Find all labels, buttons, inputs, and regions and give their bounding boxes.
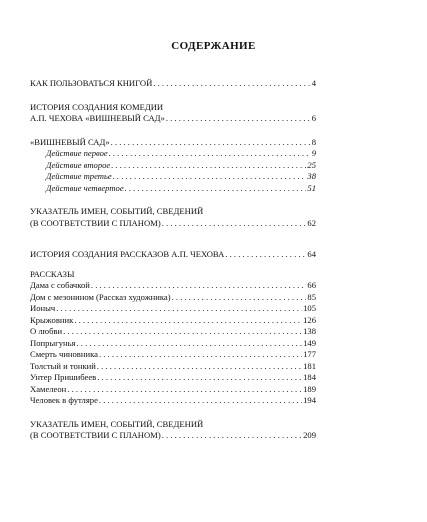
- toc-entry-page: 62: [307, 217, 316, 228]
- toc-entry-page: 138: [303, 326, 316, 336]
- toc-entry-story[interactable]: [30, 395, 316, 407]
- toc-entry-page: 51: [307, 182, 316, 193]
- toc-entry-page: 184: [303, 372, 316, 382]
- toc-entry-page: 8: [311, 136, 316, 147]
- page-title: СОДЕРЖАНИЕ: [171, 40, 256, 52]
- dot-leader: [113, 171, 307, 183]
- dot-leader: [67, 384, 302, 396]
- dot-leader: [63, 326, 302, 338]
- toc-entry-page: 25: [307, 159, 316, 170]
- dot-leader: [74, 315, 302, 327]
- toc-entry-history-comedy-line1[interactable]: ИСТОРИЯ СОЗДАНИЯ КОМЕДИИ: [30, 101, 164, 112]
- table-of-contents: [30, 78, 316, 442]
- toc-entry-title: Действие четвертое: [46, 182, 124, 193]
- dot-leader: [166, 113, 311, 125]
- toc-entry-title: Человек в футляре: [30, 395, 98, 405]
- dot-leader: [172, 292, 307, 304]
- dot-leader: [56, 303, 302, 315]
- dot-leader: [99, 395, 302, 407]
- toc-section-heading: РАССКАЗЫ: [30, 268, 75, 279]
- toc-entry-title: (В СООТВЕТСТВИИ С ПЛАНОМ): [30, 430, 161, 440]
- toc-entry-act[interactable]: [30, 183, 316, 195]
- toc-entry-title: ИСТОРИЯ СОЗДАНИЯ РАССКАЗОВ А.П. ЧЕХОВА: [30, 249, 225, 259]
- dot-leader: [225, 249, 306, 261]
- toc-entry-story[interactable]: [30, 361, 316, 373]
- toc-entry-page: 177: [303, 349, 316, 359]
- toc-entry-act[interactable]: [30, 171, 316, 183]
- toc-entry-title: Толстый и тонкий: [30, 360, 96, 371]
- toc-entry-title: Дама с собачкой: [30, 280, 90, 290]
- toc-entry-page: 181: [303, 360, 316, 371]
- toc-entry-history-stories[interactable]: [30, 249, 316, 261]
- toc-entry-page: 189: [303, 383, 316, 394]
- toc-entry-how-to-use[interactable]: [30, 78, 316, 90]
- toc-entry-page: 126: [303, 314, 316, 325]
- toc-entry-index1[interactable]: [30, 218, 316, 230]
- toc-entry-title: Смерть чиновника: [30, 349, 98, 359]
- toc-entry-cherry-orchard[interactable]: [30, 137, 316, 149]
- dot-leader: [125, 183, 307, 195]
- toc-entry-story[interactable]: [30, 349, 316, 361]
- toc-entry-act[interactable]: [30, 148, 316, 160]
- toc-entry-title: Ионыч: [30, 303, 56, 313]
- toc-entry-story[interactable]: [30, 315, 316, 327]
- dot-leader: [111, 137, 311, 149]
- dot-leader: [153, 78, 310, 90]
- toc-entry-story[interactable]: [30, 292, 316, 304]
- dot-leader: [91, 280, 307, 292]
- toc-entry-title: «ВИШНЕВЫЙ САД»: [30, 136, 110, 147]
- toc-entry-title: (В СООТВЕТСТВИИ С ПЛАНОМ): [30, 217, 161, 228]
- toc-entry-title: Действие первое: [46, 148, 108, 158]
- toc-entry-page: 149: [303, 337, 316, 348]
- toc-entry-index2-line1[interactable]: УКАЗАТЕЛЬ ИМЕН, СОБЫТИЙ, СВЕДЕНИЙ: [30, 418, 204, 429]
- dot-leader: [99, 349, 302, 361]
- toc-entry-story[interactable]: [30, 326, 316, 338]
- dot-leader: [162, 218, 307, 230]
- toc-entry-index1-line1[interactable]: УКАЗАТЕЛЬ ИМЕН, СОБЫТИЙ, СВЕДЕНИЙ: [30, 206, 204, 216]
- toc-entry-index2[interactable]: [30, 430, 316, 442]
- toc-entry-page: 105: [303, 303, 316, 313]
- toc-entry-title: Попрыгунья: [30, 337, 76, 348]
- toc-entry-page: 38: [307, 171, 316, 181]
- toc-entry-page: 4: [311, 78, 316, 88]
- toc-entry-title: Хамелеон: [30, 383, 67, 394]
- dot-leader: [162, 430, 302, 442]
- toc-entry-title: Крыжовник: [30, 314, 74, 325]
- toc-entry-story[interactable]: [30, 280, 316, 292]
- toc-entry-title: Дом с мезонином (Рассказ художника): [30, 291, 171, 302]
- dot-leader: [76, 338, 302, 350]
- toc-entry-title: Действие третье: [46, 171, 112, 181]
- toc-entry-story[interactable]: [30, 384, 316, 396]
- toc-entry-title: КАК ПОЛЬЗОВАТЬСЯ КНИГОЙ: [30, 78, 153, 88]
- dot-leader: [109, 148, 311, 160]
- toc-entry-page: 6: [311, 113, 316, 123]
- toc-entry-title: Действие второе: [46, 159, 111, 170]
- dot-leader: [111, 160, 306, 172]
- toc-entry-title: А.П. ЧЕХОВА «ВИШНЕВЫЙ САД»: [30, 113, 165, 123]
- toc-entry-history-comedy[interactable]: [30, 113, 316, 125]
- toc-entry-story[interactable]: [30, 338, 316, 350]
- toc-entry-page: 9: [311, 148, 316, 158]
- toc-entry-title: Унтер Пришибеев: [30, 372, 97, 382]
- dot-leader: [97, 372, 302, 384]
- dot-leader: [97, 361, 302, 373]
- toc-entry-page: 194: [303, 395, 316, 405]
- toc-entry-page: 209: [303, 430, 316, 440]
- toc-entry-act[interactable]: [30, 160, 316, 172]
- toc-entry-page: 64: [307, 249, 316, 259]
- toc-entry-title: О любви: [30, 326, 63, 336]
- toc-entry-page: 85: [307, 291, 316, 302]
- toc-entry-story[interactable]: [30, 303, 316, 315]
- toc-entry-story[interactable]: [30, 372, 316, 384]
- toc-entry-page: 66: [307, 280, 316, 290]
